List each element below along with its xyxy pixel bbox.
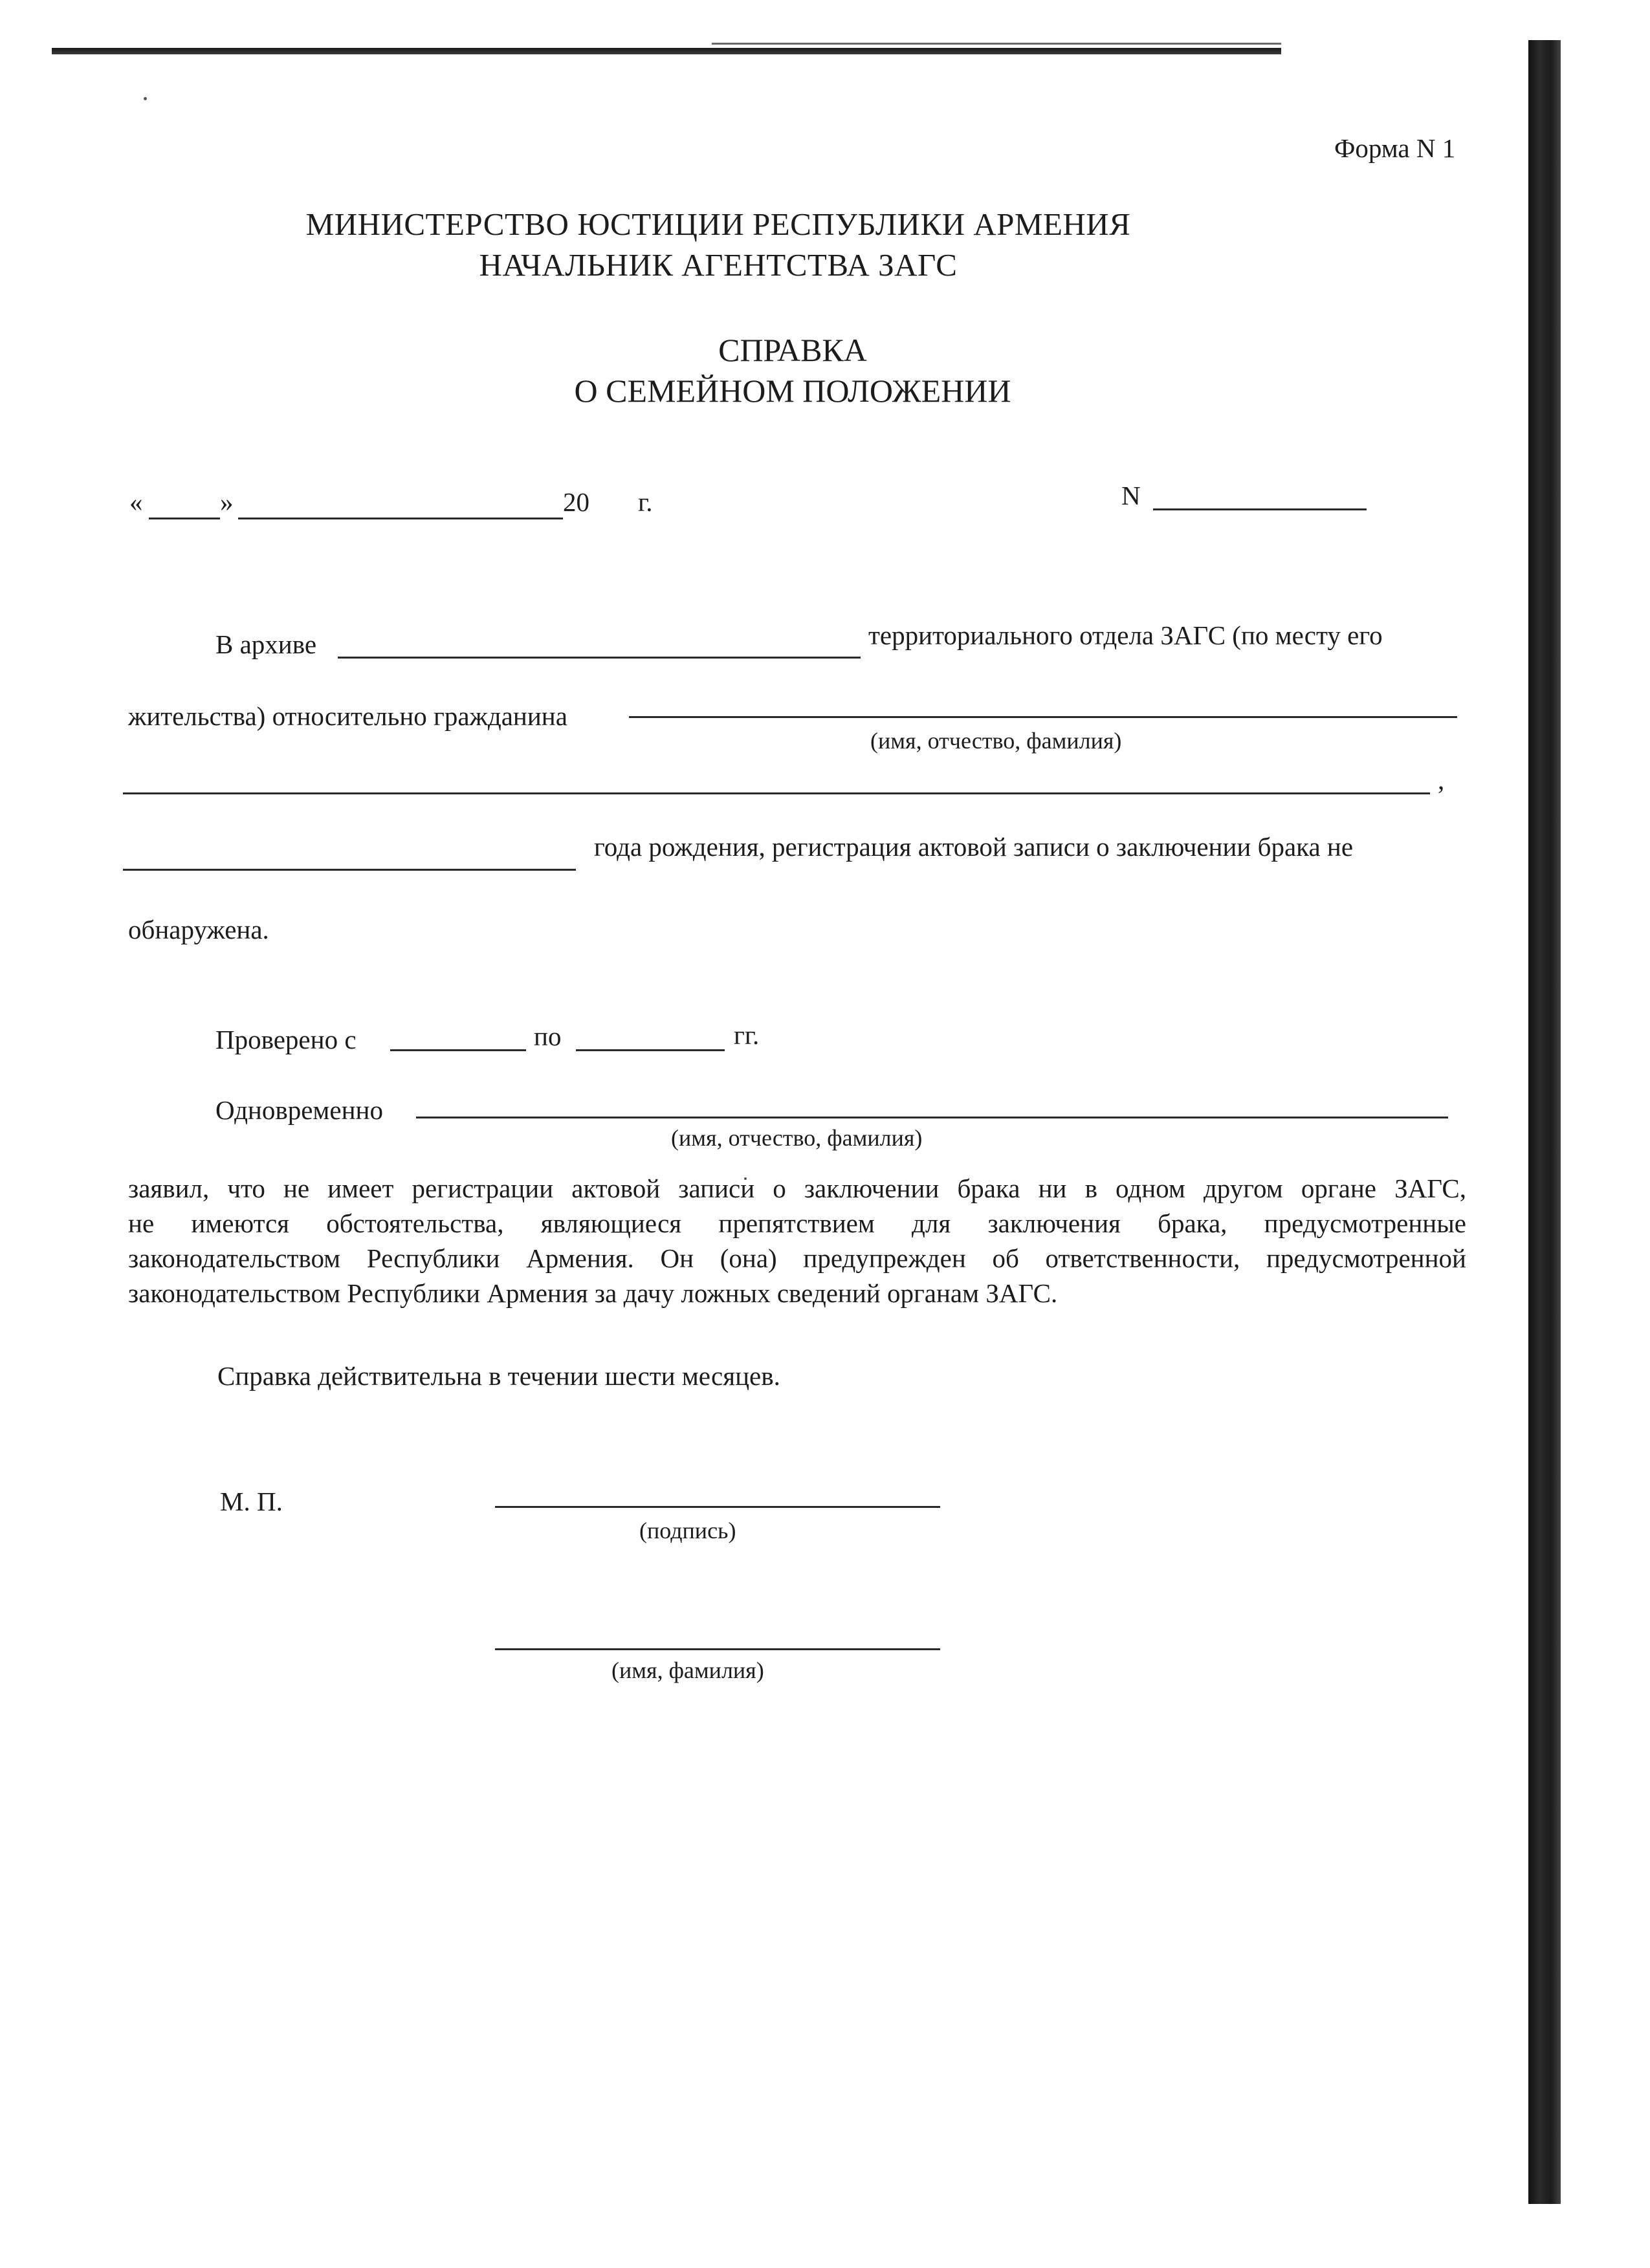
not-found-text: обнаружена. [128, 915, 269, 944]
citizen-line-text: жительства) относительно гражданина [128, 701, 567, 731]
declaration-paragraph [128, 1171, 1466, 1311]
signature-blank-line [495, 1506, 940, 1508]
stamp-place: М. П. [220, 1487, 283, 1516]
scan-top-border [52, 48, 1281, 54]
citizen-caption: (имя, отчество, фамилия) [870, 728, 1122, 754]
archive-blank-line [338, 657, 861, 659]
header-agency: НАЧАЛЬНИК АГЕНТСТВА ЗАГС [479, 247, 958, 283]
citizen-blank-line [629, 716, 1457, 718]
checked-from-blank-line [390, 1049, 526, 1051]
number-label: N [1121, 481, 1141, 510]
year-suffix: г. [638, 487, 653, 517]
date-close-quote: » [220, 487, 234, 517]
name-blank-line [495, 1648, 940, 1650]
declaration-line: законодательством Республики Армения за дачу ложных сведений органам ЗАГС. [128, 1278, 1058, 1308]
month-blank-line [238, 518, 563, 519]
document-subtitle: О СЕМЕЙНОМ ПОЛОЖЕНИИ [574, 373, 1011, 409]
checked-label: Проверено с [215, 1025, 357, 1054]
simultaneously-caption: (имя, отчество, фамилия) [671, 1125, 923, 1151]
declaration-line: заявил, что не имеет регистрации актовой записи о заключении брака ни в одном другом органе ЗАГС, [128, 1173, 1466, 1203]
citizen-continued-blank-line [123, 792, 1430, 794]
day-blank-line [149, 518, 220, 519]
archive-label: В архиве [215, 629, 317, 659]
year-prefix: 20 [563, 487, 589, 517]
validity-text: Справка действительна в течении шести месяцев. [217, 1361, 780, 1391]
date-open-quote: « [129, 487, 143, 517]
declaration-line: не имеются обстоятельства, являющиеся препятствием для заключения брака, предусмотренные [128, 1208, 1466, 1238]
number-blank-line [1153, 508, 1367, 510]
citizen-comma: , [1438, 765, 1445, 795]
signature-caption: (подпись) [639, 1518, 736, 1543]
form-number: Форма N 1 [1334, 133, 1456, 163]
scan-speck [144, 97, 147, 100]
checked-to-label: по [534, 1021, 562, 1051]
checked-to-blank-line [576, 1049, 725, 1051]
declaration-line: законодательством Республики Армения. Он (она) предупрежден об ответственности, предусмотренной [128, 1243, 1466, 1273]
header-ministry: МИНИСТЕРСТВО ЮСТИЦИИ РЕСПУБЛИКИ АРМЕНИЯ [305, 206, 1131, 242]
document-title: СПРАВКА [718, 332, 867, 368]
birth-year-blank-line [123, 869, 576, 871]
scan-top-border-thin [712, 43, 1281, 45]
simultaneously-blank-line [416, 1117, 1448, 1118]
birth-text: года рождения, регистрация актовой записи о заключении брака не [594, 832, 1354, 862]
simultaneously-label: Одновременно [215, 1095, 383, 1125]
checked-years: гг. [734, 1020, 760, 1050]
archive-after-text: территориального отдела ЗАГС (по месту его [868, 620, 1383, 650]
name-caption: (имя, фамилия) [611, 1657, 764, 1683]
